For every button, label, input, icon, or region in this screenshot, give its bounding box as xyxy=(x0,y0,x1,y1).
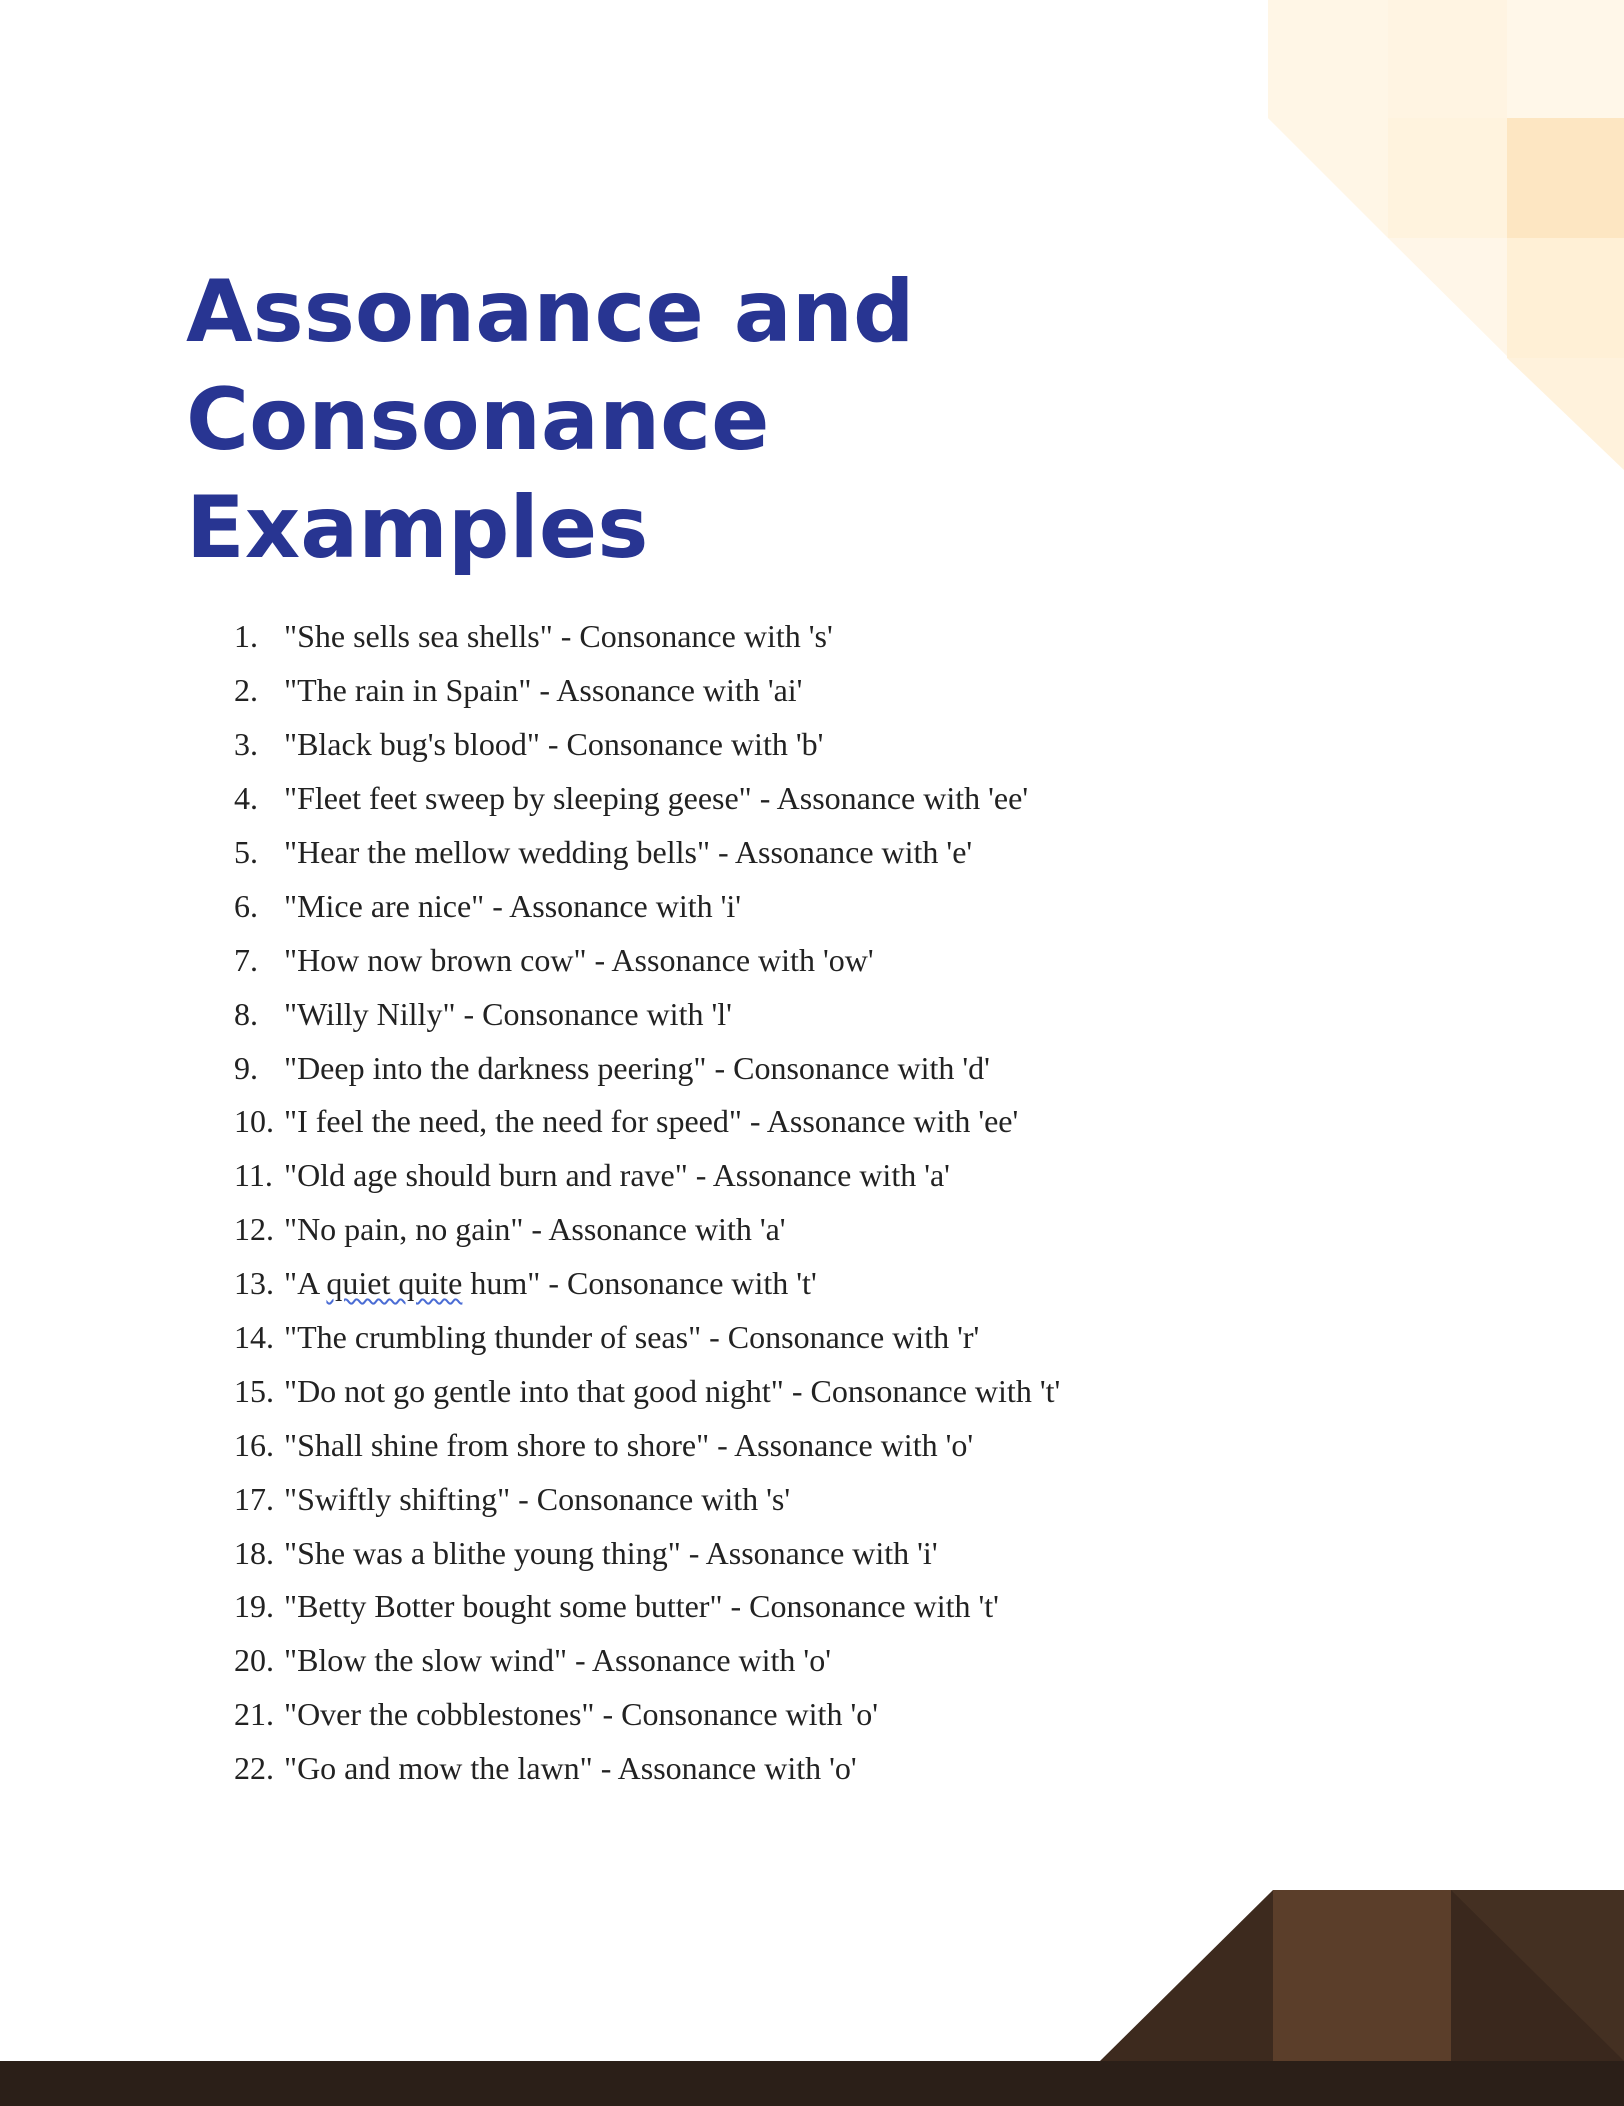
list-item xyxy=(234,1149,1060,1203)
list-item xyxy=(234,826,1060,880)
list-item xyxy=(234,1418,1060,1472)
item-text: "Over the cobblestones" - Consonance with 'o' xyxy=(284,1696,878,1733)
list-item xyxy=(234,1472,1060,1526)
item-number: 2. xyxy=(234,672,258,709)
bottom-corner-shape xyxy=(1100,1890,1624,2061)
bottom-bar xyxy=(0,2061,1624,2106)
list-item xyxy=(234,1311,1060,1365)
item-number: 18. xyxy=(234,1534,274,1571)
item-text: "Do not go gentle into that good night" - Consonance with 't' xyxy=(284,1372,1061,1409)
bottom-corner-tile xyxy=(1451,1890,1624,2061)
item-number: 3. xyxy=(234,726,258,763)
list-item xyxy=(234,1688,1060,1742)
list-item xyxy=(234,1580,1060,1634)
item-number: 9. xyxy=(234,1049,258,1086)
item-number: 1. xyxy=(234,618,258,655)
item-number: 17. xyxy=(234,1480,274,1517)
item-number: 16. xyxy=(234,1426,274,1463)
item-text: "No pain, no gain" - Assonance with 'a' xyxy=(284,1211,786,1248)
item-number: 7. xyxy=(234,941,258,978)
item-number: 14. xyxy=(234,1319,274,1356)
top-right-tile xyxy=(1268,118,1388,238)
item-text: "Go and mow the lawn" - Assonance with 'o' xyxy=(284,1750,857,1787)
item-number: 20. xyxy=(234,1642,274,1679)
item-text: "Hear the mellow wedding bells" - Assonance with 'e' xyxy=(284,834,973,870)
title-line: Assonance and xyxy=(186,262,915,362)
item-text: "She sells sea shells" - Consonance with 's' xyxy=(284,618,833,655)
item-number: 6. xyxy=(234,887,258,924)
item-text: "The crumbling thunder of seas" - Consonance with 'r' xyxy=(284,1319,980,1356)
item-text: "The rain in Spain" - Assonance with 'ai' xyxy=(284,672,803,709)
list-item xyxy=(234,1364,1060,1418)
bottom-corner-tile xyxy=(1451,1890,1624,2061)
bottom-corner-tile xyxy=(1273,1890,1451,2061)
item-text: "Fleet feet sweep by sleeping geese" - Assonance with 'ee' xyxy=(284,780,1029,817)
title-line: Consonance xyxy=(186,370,770,470)
list-item xyxy=(234,772,1060,826)
top-right-tile xyxy=(1507,358,1624,470)
item-number: 21. xyxy=(234,1696,274,1733)
item-number: 8. xyxy=(234,995,258,1032)
list-item xyxy=(234,610,1060,664)
item-text: "Blow the slow wind" - Assonance with 'o' xyxy=(284,1642,831,1679)
item-text: "She was a blithe young thing" - Assonance with 'i' xyxy=(284,1534,938,1571)
top-right-tile xyxy=(1507,0,1624,118)
item-number: 11. xyxy=(234,1157,273,1194)
list-item xyxy=(234,1041,1060,1095)
item-number: 12. xyxy=(234,1211,274,1248)
top-right-tile xyxy=(1507,238,1624,358)
top-right-tile xyxy=(1388,0,1507,118)
item-text: "Mice are nice" - Assonance with 'i' xyxy=(284,887,742,924)
item-text xyxy=(284,1265,817,1302)
item-text: "Deep into the darkness peering" - Consonance with 'd' xyxy=(284,1049,990,1086)
item-number: 4. xyxy=(234,780,258,817)
top-right-tile xyxy=(1388,118,1507,238)
list-item xyxy=(234,1526,1060,1580)
top-right-shape xyxy=(1268,0,1624,470)
item-text: "Old age should burn and rave" - Assonance with 'a' xyxy=(284,1157,950,1194)
list-item xyxy=(234,1634,1060,1688)
item-number: 15. xyxy=(234,1372,274,1409)
top-right-tile xyxy=(1507,118,1624,238)
item-text: "I feel the need, the need for speed" - Assonance with 'ee' xyxy=(284,1103,1019,1140)
list-item xyxy=(234,664,1060,718)
list-item xyxy=(234,1257,1060,1311)
list-item xyxy=(234,1742,1060,1796)
item-text: "Willy Nilly" - Consonance with 'l' xyxy=(284,995,732,1032)
list-item xyxy=(234,1095,1060,1149)
spellcheck-marked-text: quiet quite xyxy=(326,1265,463,1302)
list-item xyxy=(234,1203,1060,1257)
item-number: 13. xyxy=(234,1265,274,1302)
list-item xyxy=(234,987,1060,1041)
document-title xyxy=(186,258,915,582)
top-right-tile xyxy=(1268,0,1388,118)
list-item xyxy=(234,718,1060,772)
item-text: "Black bug's blood" - Consonance with 'b' xyxy=(284,726,824,763)
list-item xyxy=(234,879,1060,933)
item-text: "How now brown cow" - Assonance with 'ow' xyxy=(284,941,874,978)
examples-list xyxy=(234,610,1060,1796)
top-right-pattern xyxy=(1268,0,1624,470)
top-right-tile xyxy=(1388,238,1507,356)
item-number: 22. xyxy=(234,1750,274,1787)
item-text-before: "A xyxy=(284,1265,327,1302)
item-text: "Betty Botter bought some butter" - Consonance with 't' xyxy=(284,1588,999,1625)
item-text: "Shall shine from shore to shore" - Assonance with 'o' xyxy=(284,1426,974,1463)
item-number: 10. xyxy=(234,1103,274,1140)
list-item xyxy=(234,933,1060,987)
item-number: 5. xyxy=(234,834,258,870)
item-number: 19. xyxy=(234,1588,274,1625)
bottom-pattern xyxy=(0,1890,1624,2106)
item-text-after: hum" - Consonance with 't' xyxy=(462,1265,817,1302)
item-text: "Swiftly shifting" - Consonance with 's' xyxy=(284,1480,791,1517)
title-line: Examples xyxy=(186,478,649,578)
